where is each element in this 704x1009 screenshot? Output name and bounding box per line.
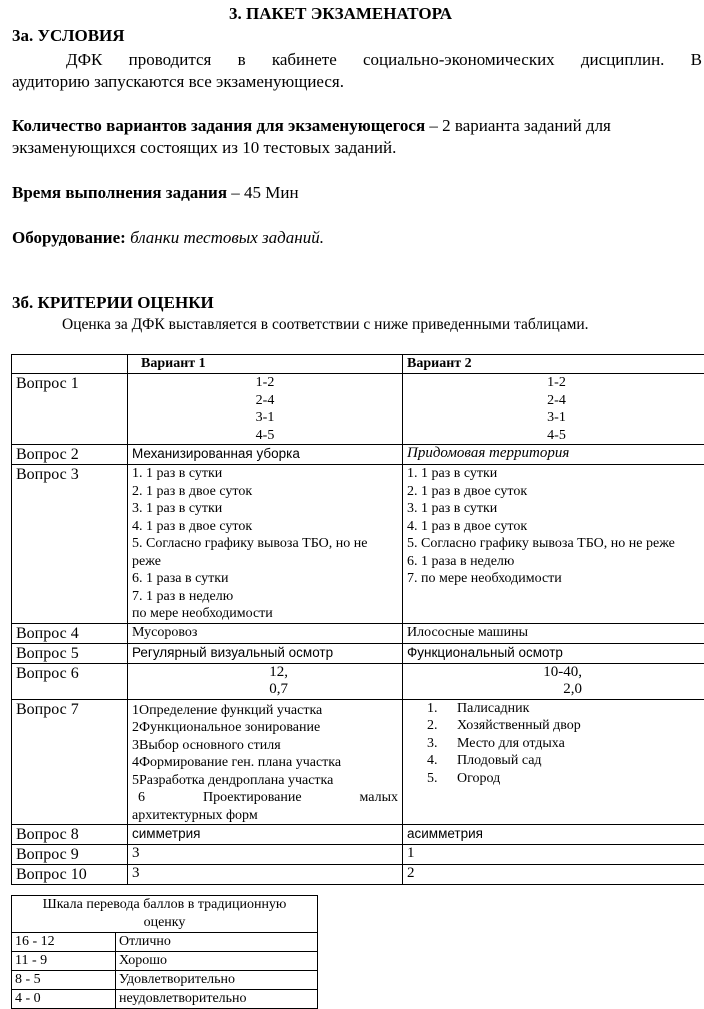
q6-variant-1 <box>128 663 403 699</box>
answer-line: 4. 1 раз в двое суток <box>407 518 704 536</box>
scale-range: 11 - 9 <box>12 952 116 971</box>
question-label: Вопрос 1 <box>12 374 128 445</box>
q3-variant-2 <box>403 465 704 624</box>
equipment-label: Оборудование: <box>12 228 126 247</box>
answer-line: 1-2 <box>407 374 704 392</box>
list-item: 3. Место для отдыха <box>441 735 704 753</box>
scale-grade: Отлично <box>116 933 318 952</box>
answer-line: 2. 1 раз в двое суток <box>407 483 704 501</box>
answer-line: 6. 1 раза в сутки <box>132 570 398 588</box>
answer-line: 3. 1 раз в сутки <box>407 500 704 518</box>
scale-title-row <box>12 896 318 933</box>
q3-variant-1 <box>128 465 403 624</box>
q1-variant-2 <box>403 374 704 445</box>
answer-line: 2. 1 раз в двое суток <box>132 483 398 501</box>
question-label: Вопрос 3 <box>12 465 128 624</box>
list-item: 1. Палисадник <box>441 700 704 718</box>
q10-variant-1: 3 <box>128 865 403 885</box>
question-label: Вопрос 10 <box>12 865 128 885</box>
list-item: 2. Хозяйственный двор <box>441 717 704 735</box>
time-paragraph <box>12 182 299 204</box>
table-row <box>12 663 704 699</box>
time-text: – 45 Мин <box>227 183 299 202</box>
criteria-intro: Оценка за ДФК выставляется в соответствии с ниже приведенными таблицами. <box>62 316 589 334</box>
answer-line: архитектурных форм <box>132 807 398 825</box>
answer-line: 4. 1 раз в двое суток <box>132 518 398 536</box>
scale-grade: неудовлетворительно <box>116 990 318 1009</box>
answer-line: по мере необходимости <box>132 605 398 623</box>
table-row <box>12 623 704 643</box>
table-row <box>12 374 704 445</box>
grade-scale-table <box>11 895 318 1009</box>
variants-text: – 2 варианта заданий для <box>425 116 611 135</box>
table-row <box>12 865 704 885</box>
scale-grade: Хорошо <box>116 952 318 971</box>
answer-line: 1Определение функций участка <box>132 702 398 720</box>
header-variant-2: Вариант 2 <box>403 355 704 374</box>
scale-range: 16 - 12 <box>12 933 116 952</box>
table-row <box>12 465 704 624</box>
scale-range: 4 - 0 <box>12 990 116 1009</box>
answer-line: 5Разработка дендроплана участка <box>132 772 398 790</box>
conditions-line-1: ДФК проводится в кабинете социально-экономических дисциплин. В <box>12 49 702 71</box>
answer-line: 3Выбор основного стиля <box>132 737 398 755</box>
list-item: 4. Плодовый сад <box>441 752 704 770</box>
variants-line-2: экзаменующихся состоящих из 10 тестовых заданий. <box>12 137 396 159</box>
q7-variant-2 <box>403 699 704 825</box>
table-row <box>12 699 704 825</box>
scale-title <box>12 896 318 933</box>
answer-line: 2-4 <box>407 392 704 410</box>
answer-line: 5. Согласно графику вывоза ТБО, но не <box>132 535 398 553</box>
answer-line: реже <box>132 553 398 571</box>
question-label: Вопрос 4 <box>12 623 128 643</box>
conditions-heading: 3а. УСЛОВИЯ <box>12 26 125 46</box>
q10-variant-2: 2 <box>403 865 704 885</box>
table-row <box>12 952 318 971</box>
variants-label: Количество вариантов задания для экзаменующегося <box>12 116 425 135</box>
equipment-paragraph <box>12 227 324 249</box>
variants-paragraph <box>12 115 611 137</box>
question-label: Вопрос 7 <box>12 699 128 825</box>
answer-line: 0,7 <box>132 681 288 699</box>
answer-line: 4-5 <box>407 427 704 445</box>
answer-line: 1-2 <box>132 374 398 392</box>
q2-variant-1: Механизированная уборка <box>128 445 403 465</box>
criteria-heading: 3б. КРИТЕРИИ ОЦЕНКИ <box>12 293 214 313</box>
q9-variant-1: 3 <box>128 845 403 865</box>
answer-line: 7. по мере необходимости <box>407 570 704 588</box>
question-label: Вопрос 5 <box>12 643 128 663</box>
q8-variant-2: асимметрия <box>403 825 704 845</box>
answer-line: 2-4 <box>132 392 398 410</box>
answer-line: 2,0 <box>407 681 582 699</box>
q2-variant-2: Придомовая территория <box>403 445 704 465</box>
answer-line: 10-40, <box>407 664 582 682</box>
answer-line: 3-1 <box>132 409 398 427</box>
scale-title-line: Шкала перевода баллов в традиционную <box>15 896 314 914</box>
q9-variant-2: 1 <box>403 845 704 865</box>
answer-line: 3-1 <box>407 409 704 427</box>
header-empty-cell <box>12 355 128 374</box>
q1-variant-1 <box>128 374 403 445</box>
conditions-line-2: аудиторию запускаются все экзаменующиеся. <box>12 71 344 93</box>
answer-line: 1. 1 раз в сутки <box>407 465 704 483</box>
question-label: Вопрос 9 <box>12 845 128 865</box>
answer-word: Проектирование <box>203 789 302 807</box>
section-title: 3. ПАКЕТ ЭКЗАМЕНАТОРА <box>229 4 452 24</box>
q5-variant-2: Функциональный осмотр <box>403 643 704 663</box>
table-row <box>12 845 704 865</box>
table-row <box>12 971 318 990</box>
q7-variant-1 <box>128 699 403 825</box>
answer-line: 4Формирование ген. плана участка <box>132 754 398 772</box>
q6-variant-2 <box>403 663 704 699</box>
answer-line: 6. 1 раза в неделю <box>407 553 704 571</box>
scale-title-line: оценку <box>15 914 314 932</box>
answer-line: 12, <box>132 664 288 682</box>
scale-range: 8 - 5 <box>12 971 116 990</box>
table-row <box>12 445 704 465</box>
answer-line-justified <box>132 789 398 807</box>
question-label: Вопрос 6 <box>12 663 128 699</box>
answer-word: 6 <box>138 789 145 807</box>
answers-table <box>11 354 704 885</box>
q5-variant-1: Регулярный визуальный осмотр <box>128 643 403 663</box>
question-label: Вопрос 2 <box>12 445 128 465</box>
table-header-row <box>12 355 704 374</box>
equipment-text: бланки тестовых заданий. <box>130 228 324 247</box>
answer-line: 7. 1 раз в неделю <box>132 588 398 606</box>
time-label: Время выполнения задания <box>12 183 227 202</box>
q8-variant-1: симметрия <box>128 825 403 845</box>
table-row <box>12 643 704 663</box>
scale-grade: Удовлетворительно <box>116 971 318 990</box>
q4-variant-1: Мусоровоз <box>128 623 403 643</box>
answer-line: 4-5 <box>132 427 398 445</box>
header-variant-1: Вариант 1 <box>128 355 403 374</box>
table-row <box>12 990 318 1009</box>
answer-line: 2Функциональное зонирование <box>132 719 398 737</box>
table-row <box>12 825 704 845</box>
table-row <box>12 933 318 952</box>
answer-line: 5. Согласно графику вывоза ТБО, но не реже <box>407 535 704 553</box>
q7-variant-2-list <box>407 700 704 788</box>
q4-variant-2: Илососные машины <box>403 623 704 643</box>
answer-line: 3. 1 раз в сутки <box>132 500 398 518</box>
answer-line: 1. 1 раз в сутки <box>132 465 398 483</box>
answer-word: малых <box>360 789 399 807</box>
list-item: 5. Огород <box>441 770 704 788</box>
question-label: Вопрос 8 <box>12 825 128 845</box>
